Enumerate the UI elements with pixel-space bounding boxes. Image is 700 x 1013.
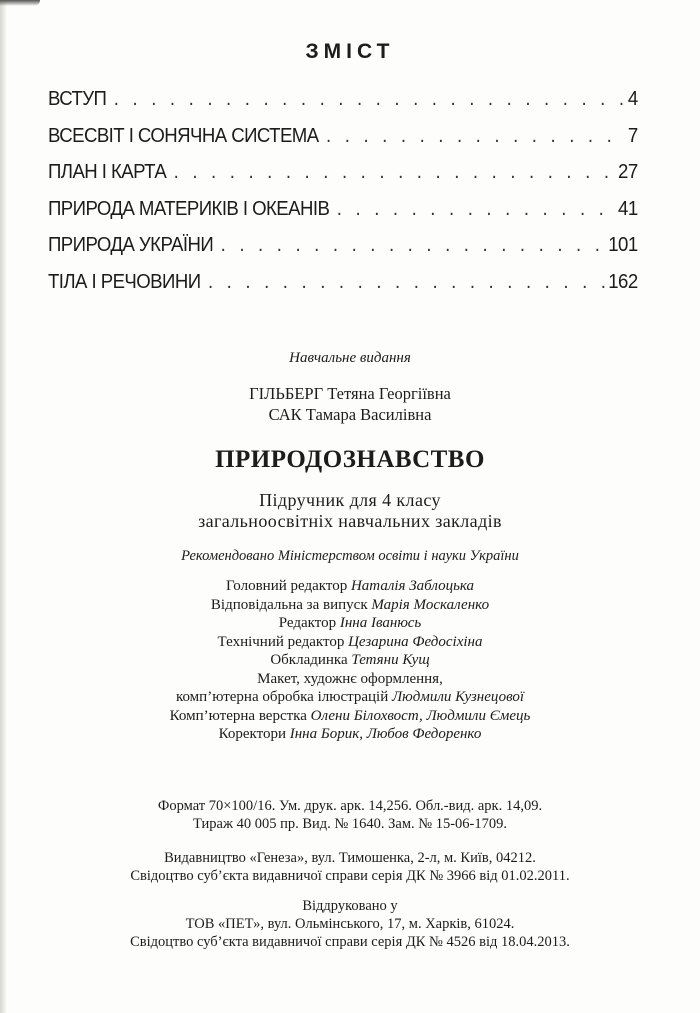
credit-line: [0, 688, 700, 707]
credit-name: Людмили Кузнецової: [391, 689, 525, 705]
toc-entry-label: ТІЛА І РЕЧОВИНИ: [48, 270, 201, 293]
toc-leader-dots: [337, 198, 616, 221]
print-specs-line: Тираж 40 005 пр. Вид. № 1640. Зам. № 15-06-1709.: [193, 816, 507, 832]
toc-entry[interactable]: [48, 234, 638, 271]
toc-entry-page: 101: [608, 234, 638, 257]
credit-line: [0, 633, 700, 652]
publisher-info: [0, 849, 700, 885]
credit-name: Тетяни Кущ: [351, 652, 430, 668]
printer-line: Свідоцтво суб’єкта видавничої справи серія ДК № 4526 від 18.04.2013.: [130, 934, 570, 950]
credit-name: Марія Москаленко: [371, 596, 490, 613]
toc-entry[interactable]: [48, 125, 638, 162]
credit-role: Головний редактор: [225, 578, 351, 594]
table-of-contents: [48, 88, 638, 308]
credit-line: [0, 596, 700, 615]
credit-name: Інна Іванюсь: [339, 615, 422, 631]
credit-name: Олени Білохвост, Людмили Ємець: [310, 707, 531, 724]
credit-role: Технічний редактор: [217, 633, 349, 650]
toc-entry-label: ВСЕСВІТ І СОНЯЧНА СИСТЕМА: [48, 124, 319, 147]
toc-entry-label: ПЛАН І КАРТА: [48, 161, 167, 184]
credit-line: [0, 707, 700, 726]
publisher-line: Свідоцтво суб’єкта видавничої справи серія ДК № 3966 від 01.02.2011.: [130, 868, 570, 884]
credit-role: Відповідальна за випуск: [210, 596, 372, 613]
toc-heading: ЗМІСТ: [305, 40, 395, 63]
toc-entry-page: 162: [608, 270, 638, 293]
publisher-line: Видавництво «Генеза», вул. Тимошенка, 2-л, м. Київ, 04212.: [164, 850, 536, 866]
credit-role: Комп’ютерна верстка: [169, 707, 311, 724]
toc-entry-label: ПРИРОДА УКРАЇНИ: [48, 234, 214, 257]
credit-role: комп’ютерна обробка ілюстрацій: [175, 689, 392, 705]
authors: [0, 383, 700, 425]
page-corner-shadow: [0, 0, 40, 6]
credit-name: Наталія Заблоцька: [350, 578, 475, 594]
toc-entry-page: 41: [618, 197, 638, 220]
credit-role: Обкладинка: [270, 652, 352, 668]
subtitle-line: Підручник для 4 класу: [259, 490, 441, 510]
toc-entry-label: ВСТУП: [48, 88, 107, 110]
toc-entry[interactable]: [48, 198, 638, 235]
credit-role: Макет, художнє оформлення,: [257, 670, 443, 687]
toc-entry-label: ПРИРОДА МАТЕРИКІВ І ОКЕАНІВ: [48, 197, 330, 220]
printer-line: Віддруковано у: [302, 898, 398, 914]
credit-line: [0, 614, 700, 633]
toc-leader-dots: [114, 88, 626, 111]
toc-entry-page: 4: [627, 88, 638, 110]
toc-leader-dots: [208, 271, 606, 294]
credit-line: [0, 725, 700, 744]
print-specs: [0, 797, 700, 833]
toc-leader-dots: [326, 125, 626, 148]
credit-line: [0, 651, 700, 670]
printer-line: ТОВ «ПЕТ», вул. Ольмінського, 17, м. Харків, 61024.: [185, 916, 515, 932]
author-line: САК Тамара Василівна: [268, 405, 432, 424]
credit-name: Цезарина Федосіхіна: [348, 633, 483, 650]
printer-info: [0, 897, 700, 951]
credits: [0, 577, 700, 744]
toc-leader-dots: [221, 234, 607, 257]
toc-entry-page: 7: [627, 124, 638, 147]
toc-entry[interactable]: [48, 271, 638, 308]
book-subtitle: [0, 490, 700, 532]
credit-line: [0, 577, 700, 596]
print-specs-line: Формат 70×100/16. Ум. друк. арк. 14,256. Обл.-вид. арк. 14,09.: [157, 798, 543, 814]
toc-leader-dots: [174, 161, 617, 184]
book-title: ПРИРОДОЗНАВСТВО: [215, 446, 485, 473]
author-line: ГІЛЬБЕРГ Тетяна Георгіївна: [249, 384, 451, 403]
credit-line: [0, 670, 700, 689]
credit-name: Інна Борик, Любов Федоренко: [289, 726, 482, 742]
recommendation-note: Рекомендовано Міністерством освіти і науки України: [181, 548, 519, 564]
toc-entry[interactable]: [48, 161, 638, 198]
toc-entry-page: 27: [618, 161, 638, 184]
subtitle-line: загальноосвітніх навчальних закладів: [198, 511, 502, 531]
toc-entry[interactable]: [48, 88, 638, 125]
edition-type: Навчальне видання: [289, 350, 411, 366]
credit-role: Редактор: [278, 615, 340, 631]
credit-role: Коректори: [218, 726, 290, 742]
